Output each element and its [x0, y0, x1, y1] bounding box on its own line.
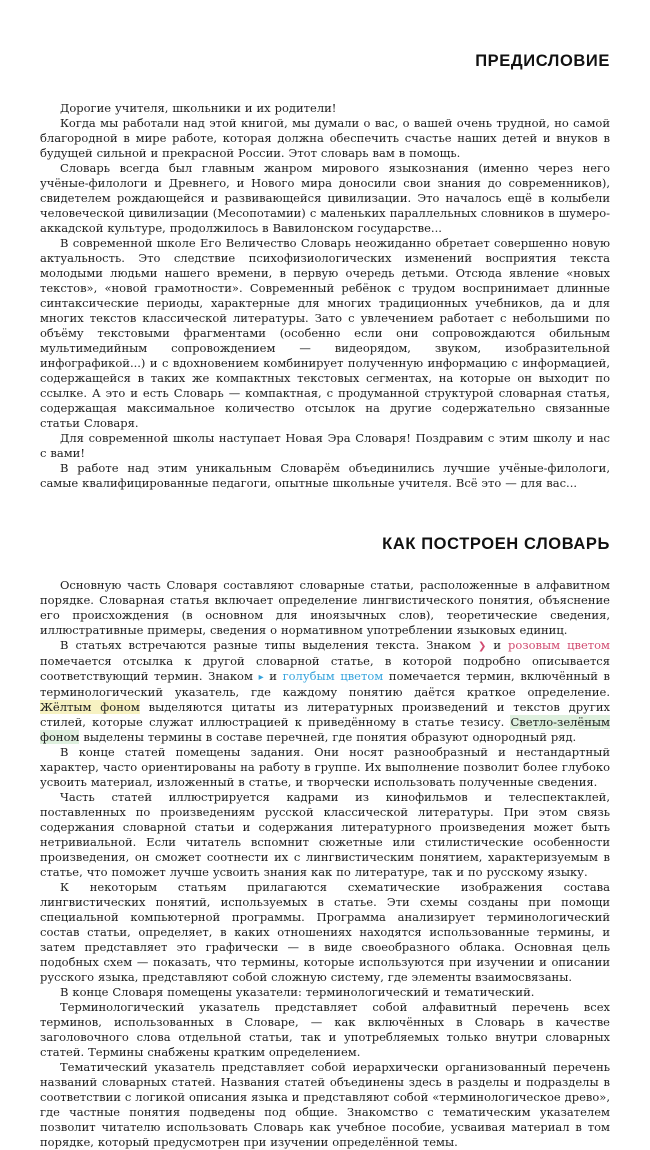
text-run: Когда мы работали над этой книгой, мы думали о вас, о вашей очень трудной, но самой благородной в мире работе, которая должна обеспечить счастье наших детей и внуков в будущей сильной и прекрасной России. Этот словарь вам в помощь. [40, 116, 610, 160]
pink-reference-text: розовым цветом [508, 638, 611, 652]
paragraph [40, 745, 610, 790]
text-run: Дорогие учителя, школьники и их родители! [60, 101, 337, 115]
paragraph [40, 116, 610, 161]
text-run: Часть статей иллюстрируется кадрами из кинофильмов и телеспектаклей, поставленных по произведениям русской классической литературы. При этом связь содержания словарной статьи и содержания литературного произведения может быть нетривиальной. Если читатель вспомнит сюжетные или стилистические особенности произведения, он сможет соотнести их с лингвистическим понятием, характеризуемым в статье, что поможет лучше усвоить знания как по литературе, так и по русскому языку. [40, 790, 610, 879]
how-built-title: КАК ПОСТРОЕН СЛОВАРЬ [382, 535, 610, 553]
yellow-highlight: Жёлтым фоном [40, 700, 140, 714]
text-run: В работе над этим уникальным Словарём объединились лучшие учёные-филологи, самые квалифицированные педагоги, опытные школьные учителя. Всё это — для вас... [40, 461, 610, 490]
text-run: Терминологический указатель представляет собой алфавитный перечень всех терминов, использованных в Словаре, — как включённых в Словарь в качестве заголовочного слова отдельной статьи, так и употребляемых только внутри словарных статей. Термины снабжены кратким определением. [40, 1000, 610, 1059]
blue-term-text: голубым цветом [282, 669, 384, 683]
paragraph [40, 1060, 610, 1150]
blue-arrow-marker-icon: ▸ [258, 672, 264, 683]
text-run: выделены термины в составе перечней, где понятия образуют однородный ряд. [79, 730, 577, 744]
text-run: К некоторым статьям прилагаются схематические изображения состава лингвистических понятий, используемых в статье. Эти схемы созданы при помощи специальной компьютерной программы. Программа анализирует терминологический состав статьи, определяет, в каких отношениях находятся использованные термины, и затем представляет это графически — в виде своеобразного облака. Основная цель подобных схем — показать, что термины, которые используются при изучении и описании русского языка, представляют собой сложную систему, где элементы взаимосвязаны. [40, 880, 610, 984]
paragraph [40, 101, 610, 116]
paragraph [40, 431, 610, 461]
text-run: помечается термин, включённый в терминологический указатель, где каждому понятию даётся краткое определение. [40, 669, 611, 699]
section-preface [40, 52, 610, 491]
text-run: В конце статей помещены задания. Они носят разнообразный и нестандартный характер, часто ориентированы на работу в группе. Их выполнение позволит более глубоко усвоить материал, изложенный в статье, и творчески использовать полученные сведения. [40, 745, 610, 789]
text-run: В современной школе Его Величество Словарь неожиданно обретает совершенно новую актуальность. Это следствие психофизиологических изменений восприятия текста молодыми людьми нашего времени, в первую очередь детьми. Отсюда явление «новых текстов», «новой грамотности». Современный ребёнок с трудом воспринимает длинные синтаксические периоды, характерные для многих традиционных учебников, да и для многих текстов классической литературы. Зато с увлечением работает с небольшими по объёму текстовыми фрагментами (особенно если они сопровождаются обильным мультимедийным сопровождением — видеорядом, звуком, изобразительной инфографикой...) и с вдохновением комбинирует полученную информацию с информацией, содержащейся в таких же компактных текстовых сегментах, на которые он выходит по ссылке. А это и есть Словарь — компактная, с продуманной структурой словарная статья, содержащая максимальное количество отсылок на другие содержательно связанные статьи Словаря. [40, 236, 610, 430]
text-run: Для современной школы наступает Новая Эра Словаря! Поздравим с этим школу и нас с вами! [40, 431, 610, 460]
how-built-body [40, 578, 610, 1150]
preface-body [40, 101, 610, 491]
paragraph [40, 161, 610, 236]
paragraph [40, 461, 610, 491]
text-run: Основную часть Словаря составляют словарные статьи, расположенные в алфавитном порядке. Словарная статья включает определение лингвистического понятия, объяснение его происхождения (в основном для иноязычных слов), теоретические сведения, иллюстративные примеры, сведения о нормативном употреблении языковых единиц. [40, 578, 610, 637]
preface-title: ПРЕДИСЛОВИЕ [475, 52, 610, 70]
text-run: помечается отсылка к другой словарной статье, в которой подробно описывается соответствующий термин. Знаком [40, 654, 610, 683]
green-highlight: Светло-зелёным фоном [40, 715, 610, 744]
text-run: выделяются цитаты из литературных произведений и текстов других стилей, которые служат иллюстрацией к приведённому в статье тезису. [40, 700, 611, 729]
paragraph [40, 236, 610, 431]
paragraph [40, 985, 610, 1000]
pink-arrow-marker-icon: ❯ [478, 641, 487, 652]
text-run: и [263, 669, 283, 683]
paragraph [40, 880, 610, 985]
text-run: В конце Словаря помещены указатели: терминологический и тематический. [60, 985, 535, 999]
paragraph [40, 638, 610, 745]
text-run: и [486, 638, 509, 652]
text-run: Тематический указатель представляет собой иерархически организованный перечень названий словарных статей. Названия статей объединены здесь в разделы и подразделы в соответствии с логикой описания языка и представляют собой «терминологическое древо», где частные понятия подведены под общие. Знакомство с тематическим указателем позволит читателю использовать Словарь как учебное пособие, усваивая материал в том порядке, который предусмотрен при изучении определённой темы. [40, 1060, 610, 1149]
text-run: В статьях встречаются разные типы выделения текста. Знаком [60, 638, 478, 652]
paragraph [40, 1000, 610, 1060]
section-how-dictionary-is-built [40, 535, 610, 1150]
paragraph [40, 790, 610, 880]
text-run: Словарь всегда был главным жанром мирового языкознания (именно через него учёные-филологи и Древнего, и Нового мира доносили свои знания до современников), свидетелем рождающейся и развивающейся цивилизации. Это началось ещё в колыбели человеческой цивилизации (Месопотамии) с маленьких параллельных словников в шумеро-аккадской культуре, продолжилось в Вавилонском государстве... [40, 161, 610, 235]
paragraph [40, 578, 610, 638]
